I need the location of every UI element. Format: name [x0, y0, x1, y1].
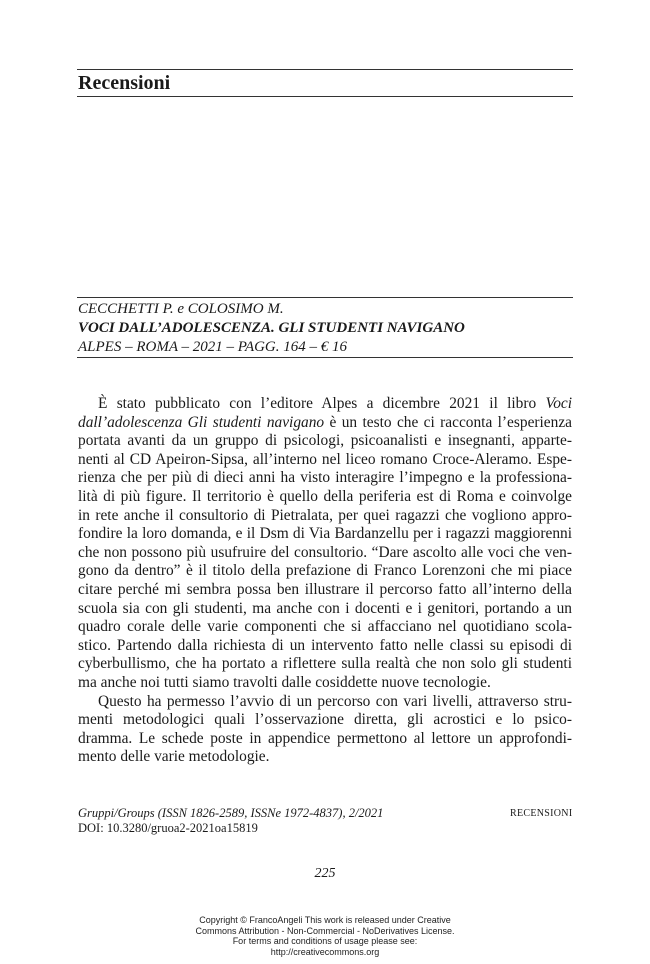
license-line: Commons Attribution - Non-Commercial - NoDerivatives License.: [195, 925, 455, 936]
text-line: stico. Partendo dalla richiesta di un intervento fatto nelle classi su episodi di: [78, 636, 572, 654]
text-line: dall’adolescenza Gli studenti navigano è un testo che ci racconta l’esperienza: [78, 413, 572, 431]
journal-citation: Gruppi/Groups (ISSN 1826-2589, ISSNe 1972-4837), 2/2021: [78, 806, 384, 820]
review-body: [78, 395, 572, 767]
text-line: dramma. Le schede poste in appendice permettono al lettore un approfondi-: [78, 729, 572, 747]
text-line: che non possono più usufruire del consultorio. “Dare ascolto alle voci che ven-: [78, 543, 572, 561]
text-line: mento delle varie metodologie.: [78, 748, 270, 766]
license-line: For terms and conditions of usage please see:: [232, 936, 418, 947]
review-authors: CECCHETTI P. e COLOSIMO M.: [78, 301, 284, 317]
text-line: gono da dentro” è il titolo della prefazione di Franco Lorenzoni che mi piace: [78, 562, 572, 580]
text-line: scuola sia con gli studenti, ma anche con i docenti e i genitori, portando a un: [78, 599, 572, 617]
text-line: rienza che per più di dieci anni ha visto interagire l’impegno e la professiona-: [78, 469, 572, 487]
text-line: menti metodologici quali l’osservazione diretta, gli acrostici e lo psico-: [78, 711, 572, 729]
license-link[interactable]: http://creativecommons.org: [270, 946, 380, 957]
book-title-italic: Voci: [545, 395, 572, 412]
review-header-bottom-rule: [77, 357, 573, 358]
review-header-rule: [77, 297, 573, 298]
text-line: cyberbullismo, che ha portato a riflettere sulla realtà che non solo gli studenti: [78, 655, 572, 673]
text-line: Questo ha permesso l’avvio di un percorso con vari livelli, attraverso stru-: [98, 692, 572, 710]
text-line: lità di più figure. Il territorio è quello della periferia est di Roma e coinvolge: [78, 487, 572, 505]
book-title-italic: dall’adolescenza Gli studenti navigano: [78, 413, 325, 431]
section-title: Recensioni: [78, 72, 171, 94]
text-line: nenti al CD Apeiron-Sipsa, all’interno nel liceo romano Croce-Aleramo. Espe-: [78, 450, 572, 468]
section-rule: [77, 96, 573, 97]
text-line: ma anche noi tutti siamo travolti dalle cosiddette nuove tecnologie.: [78, 673, 491, 691]
doi-link[interactable]: DOI: 10.3280/gruoa2-2021oa15819: [78, 821, 258, 835]
text-line: fondire la loro domanda, e il Dsm di Via Bardanzellu per i ragazzi maggiorenni: [78, 525, 572, 543]
running-head: RECENSIONI: [510, 808, 573, 819]
paragraph: [78, 693, 572, 767]
text-line: in rete anche il consultorio di Pietralata, per quei ragazzi che vogliono appro-: [78, 506, 572, 524]
text-line: portata avanti da un gruppo di psicologi, psicoanalisti e insegnanti, apparte-: [78, 432, 572, 450]
top-rule: [77, 69, 573, 70]
text-line: quadro corale delle varie componenti che si affacciano nel quotidiano scola-: [78, 618, 572, 636]
page-number: 225: [314, 866, 336, 881]
review-book-title: VOCI DALL’ADOLESCENZA. GLI STUDENTI NAVIGANO: [78, 320, 465, 336]
text-line: È stato pubblicato con l’editore Alpes a dicembre 2021 il libro Voci: [98, 395, 572, 412]
license-notice: [0, 915, 650, 957]
paragraph: [78, 395, 572, 693]
license-line: Copyright © FrancoAngeli This work is released under Creative: [199, 915, 451, 925]
text-line: citare perché mi sembra possa ben illustrare il percorso fatto all’interno della: [78, 580, 572, 598]
review-publisher-info: ALPES – ROMA – 2021 – PAGG. 164 – € 16: [78, 339, 348, 355]
